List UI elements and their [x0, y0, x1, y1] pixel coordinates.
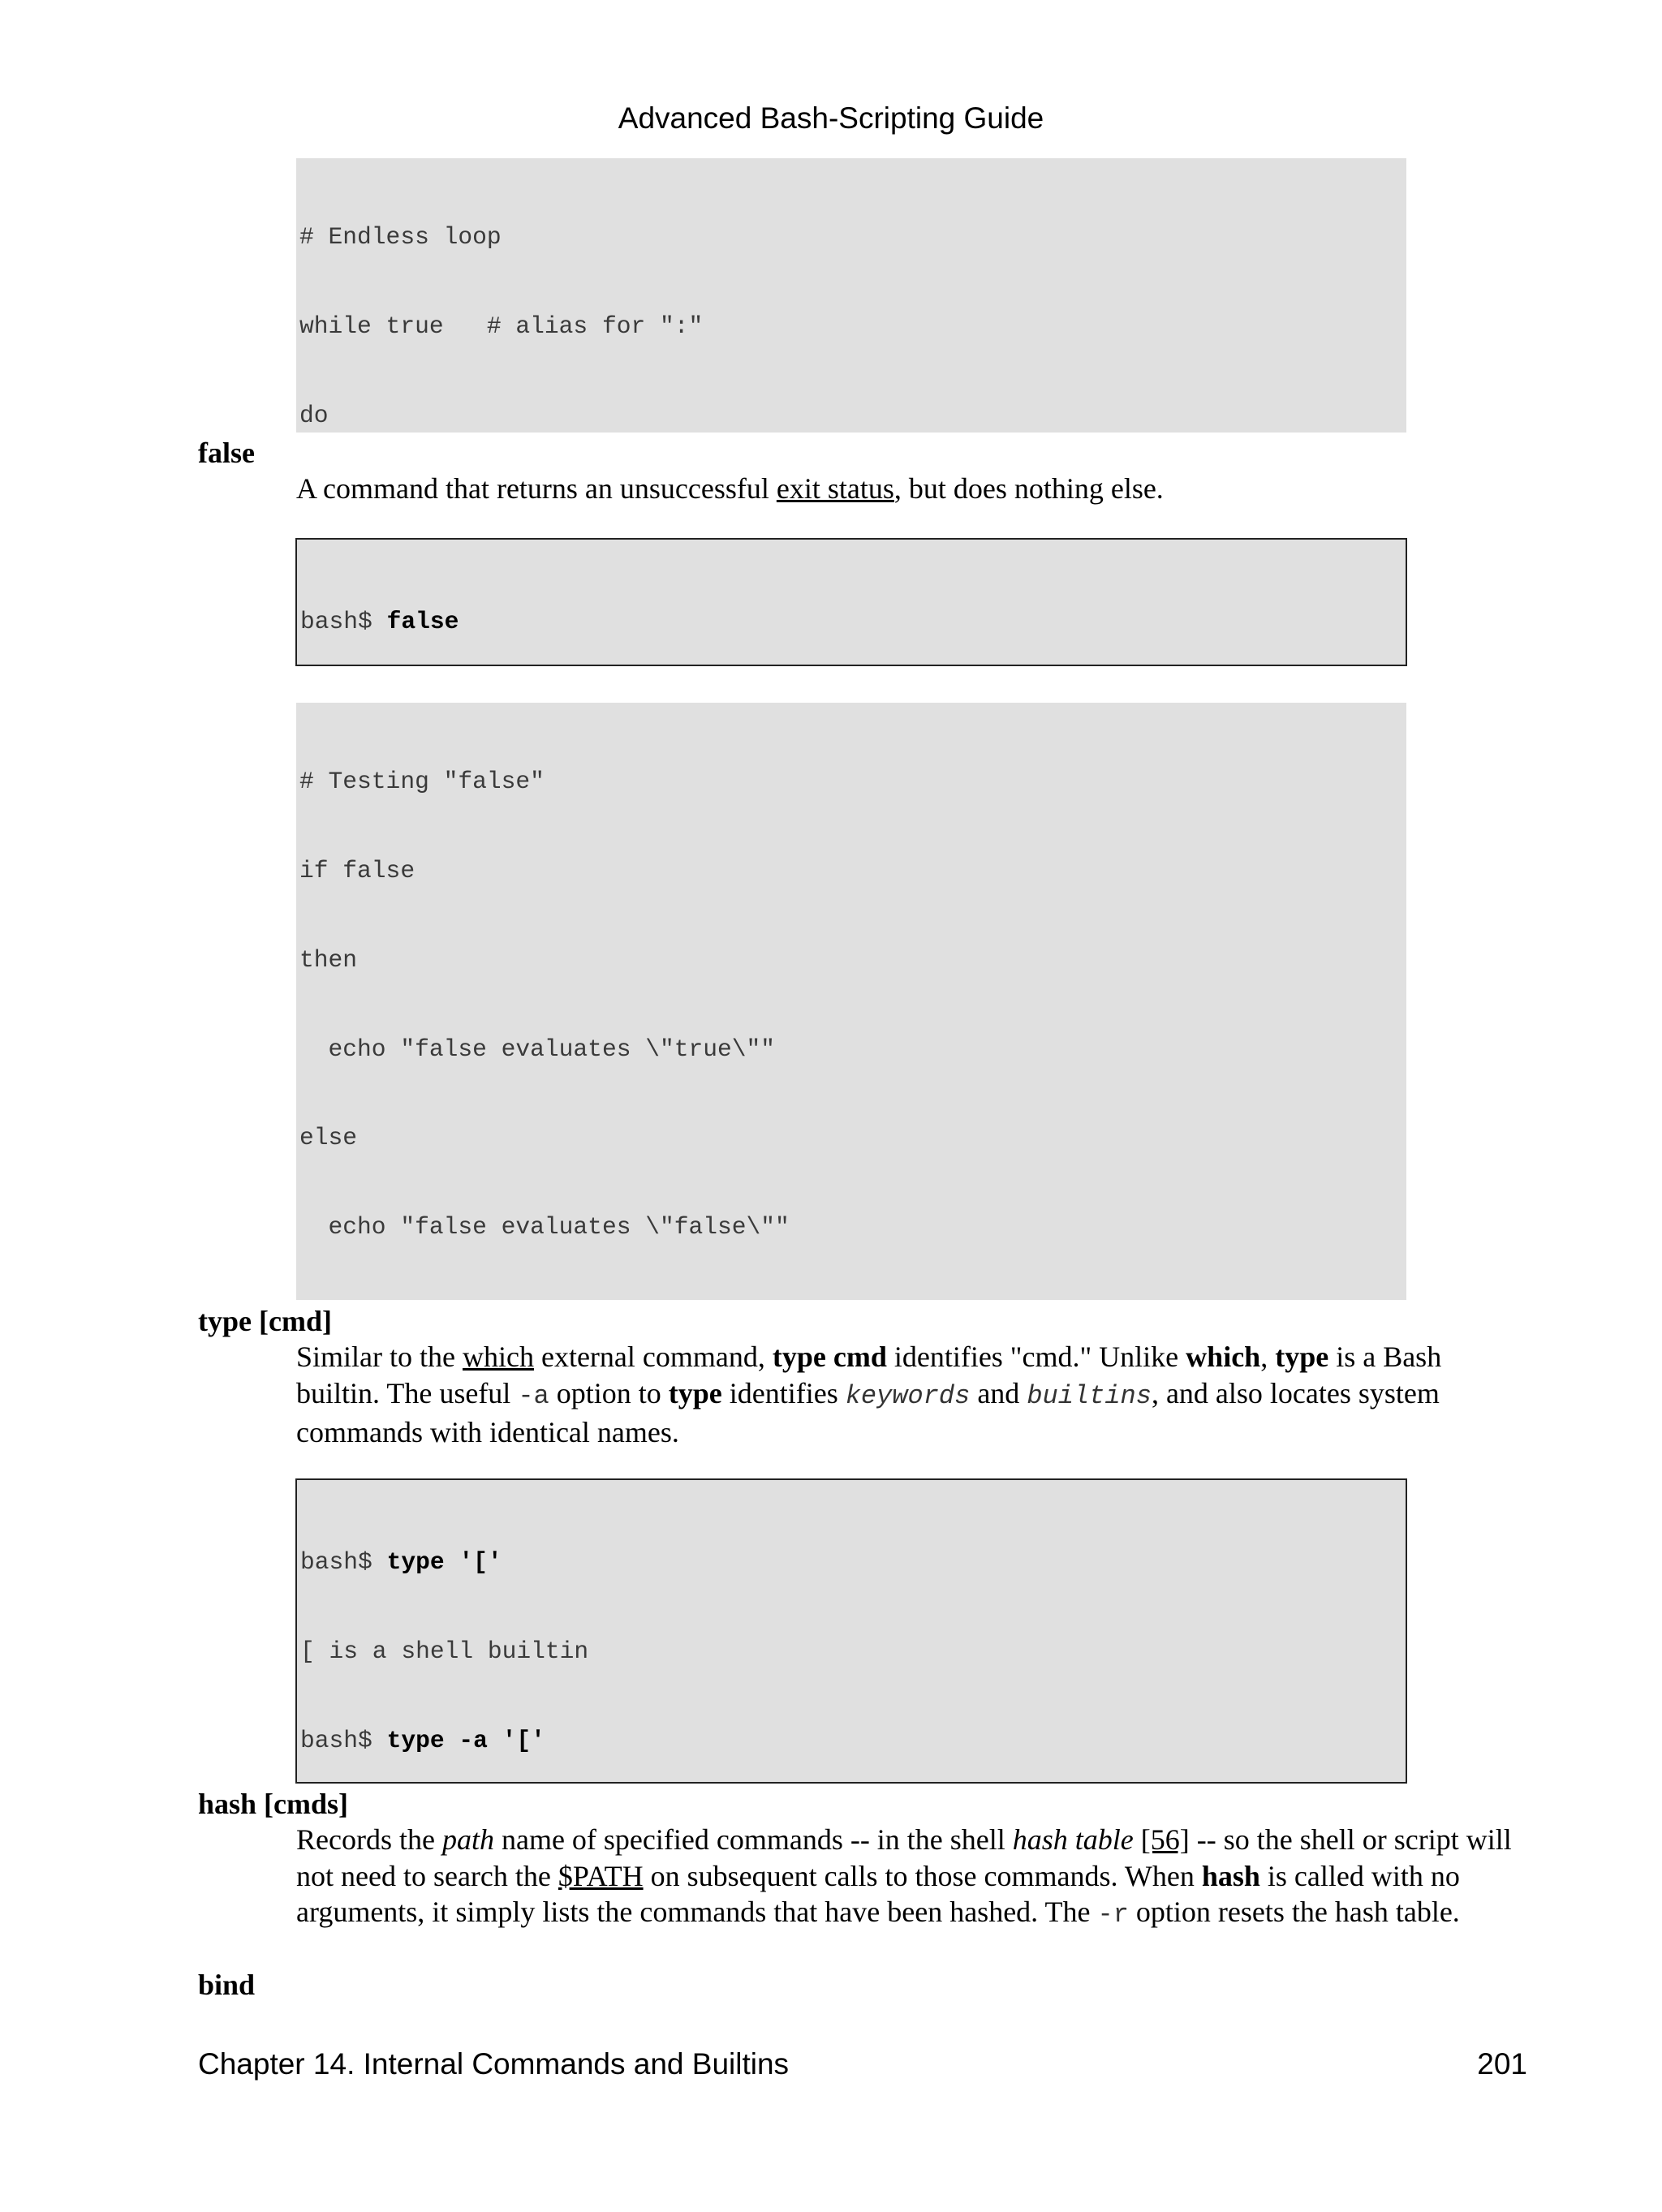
builtins-term: builtins — [1027, 1380, 1152, 1411]
bold-text: hash — [1201, 1859, 1260, 1892]
code-line: # Testing "false" — [299, 768, 545, 796]
link-exit-status[interactable]: exit status — [776, 472, 894, 505]
text: name of specified commands -- in the shell — [493, 1823, 1013, 1856]
bold-text: which — [1186, 1341, 1261, 1373]
terminal-line — [300, 607, 1406, 637]
text: identifies — [721, 1376, 846, 1409]
footer-chapter: Chapter 14. Internal Commands and Builtins — [198, 2047, 790, 2081]
code-line: echo "false evaluates \"true\"" — [299, 1035, 776, 1063]
text: and — [970, 1376, 1027, 1409]
bold-text: type cmd — [772, 1341, 887, 1373]
code-line: # Endless loop — [299, 223, 502, 252]
terminal-output: [ is a shell builtin — [300, 1637, 589, 1665]
text: option to — [549, 1376, 669, 1409]
command: false — [386, 608, 459, 636]
code-block-endless-loop — [296, 158, 1406, 433]
option-r: -r — [1097, 1900, 1129, 1930]
code-line: echo "false evaluates \"false\"" — [299, 1213, 790, 1242]
code-line: if false — [299, 856, 416, 884]
hash-description — [296, 1822, 1530, 1934]
text: is called with no arguments, it simply lists the commands that have been hashed. The — [296, 1859, 1460, 1928]
code-block-testing-false — [296, 703, 1406, 1300]
term-type: type [cmd] — [198, 1305, 332, 1337]
command: type '[' — [386, 1548, 502, 1577]
text: identifies "cmd." Unlike — [886, 1341, 1186, 1373]
text: on subsequent calls to those commands. When — [643, 1859, 1202, 1892]
term-hash: hash [cmds] — [198, 1788, 349, 1820]
text: Records the — [296, 1823, 442, 1856]
text: , — [1260, 1341, 1276, 1373]
italic-text: path — [441, 1823, 494, 1856]
code-line: else — [299, 1124, 358, 1152]
text: option resets the hash table. — [1128, 1896, 1460, 1928]
text: external command, — [533, 1341, 773, 1373]
prompt: bash$ — [300, 1548, 387, 1577]
link-path-variable[interactable]: $PATH — [558, 1859, 644, 1892]
link-footnote-56[interactable]: [56] — [1140, 1823, 1190, 1856]
prompt: bash$ — [300, 1726, 387, 1754]
text: is a Bash builtin. The useful — [296, 1341, 1442, 1409]
type-description — [296, 1339, 1530, 1451]
text: A command that returns an unsuccessful — [296, 472, 777, 505]
false-description — [296, 471, 1530, 507]
italic-text: hash table — [1012, 1823, 1134, 1856]
page-header: Advanced Bash-Scripting Guide — [618, 101, 1044, 135]
code-line: then — [299, 945, 358, 974]
terminal-block-false — [295, 538, 1407, 666]
term-bind: bind — [198, 1969, 256, 2001]
keywords-term: keywords — [845, 1380, 971, 1411]
link-which[interactable]: which — [462, 1341, 534, 1373]
footer-page-number: 201 — [1477, 2047, 1527, 2081]
text: , and also locates system commands with identical names. — [296, 1376, 1440, 1448]
text: , but does nothing else. — [893, 472, 1164, 505]
command: type -a '[' — [386, 1726, 545, 1754]
term-false: false — [198, 437, 255, 469]
bold-text: type — [668, 1376, 722, 1409]
terminal-block-type — [295, 1478, 1407, 1784]
terminal-line — [300, 1547, 1406, 1577]
page-footer — [198, 2046, 1527, 2082]
text: -- so the shell or script will not need to search the — [296, 1823, 1512, 1892]
prompt: bash$ — [300, 608, 387, 636]
terminal-line — [300, 1726, 1406, 1756]
bold-text: type — [1275, 1341, 1329, 1373]
code-line: do — [299, 401, 329, 429]
code-line: while true # alias for ":" — [299, 312, 704, 340]
option-a: -a — [518, 1380, 549, 1411]
text: Similar to the — [296, 1341, 463, 1373]
text — [1134, 1823, 1141, 1856]
